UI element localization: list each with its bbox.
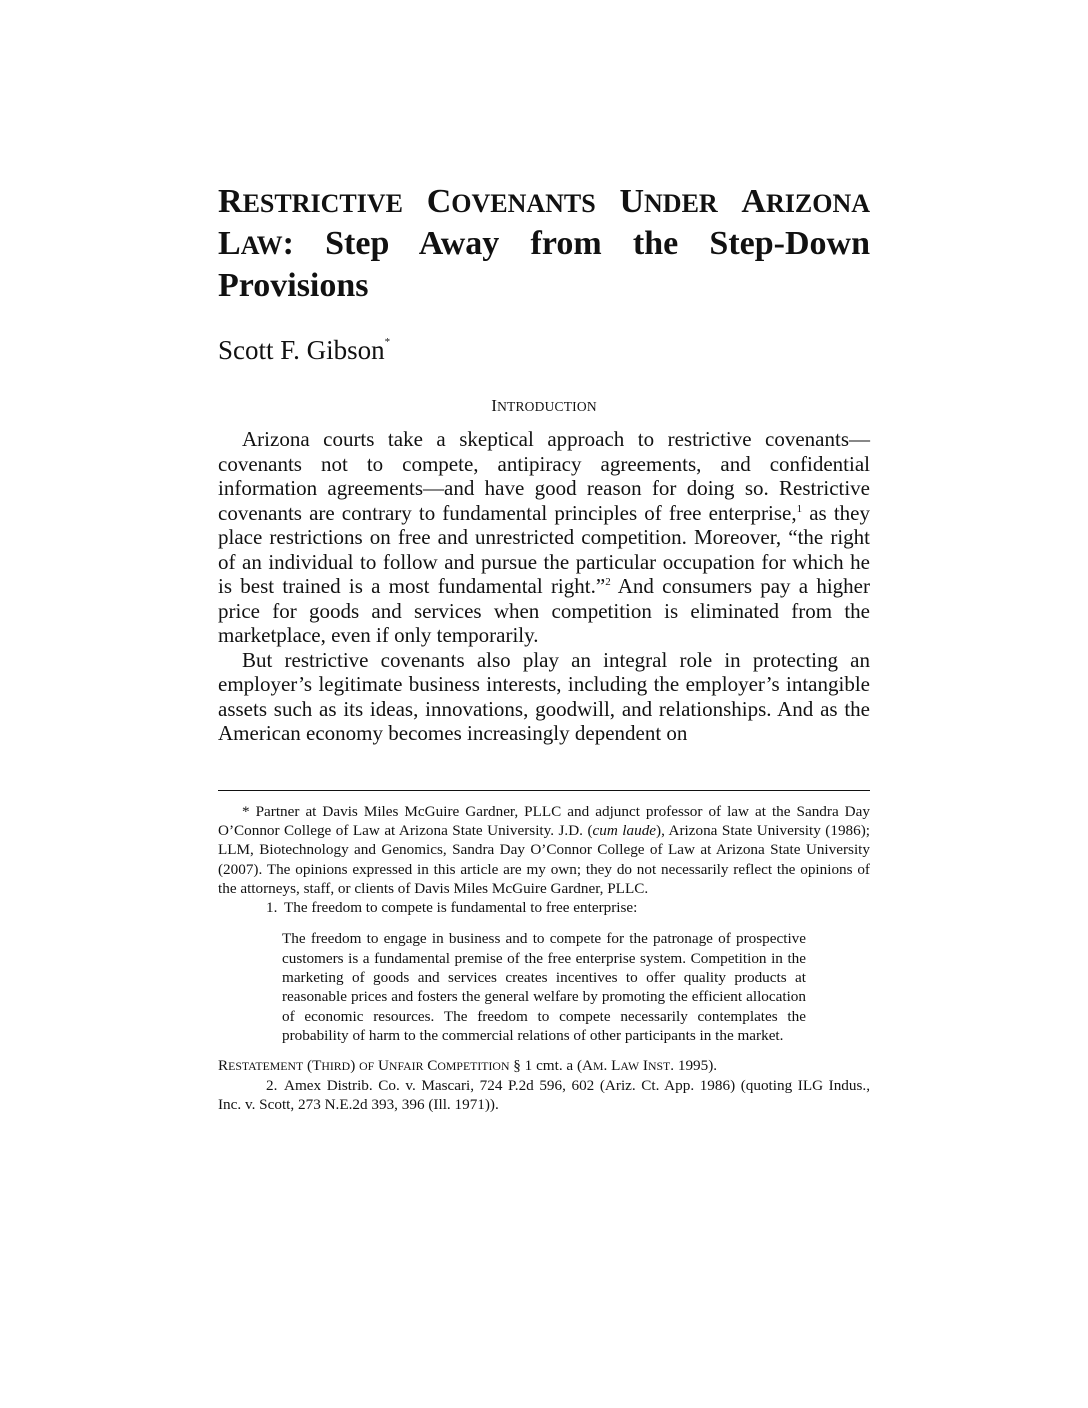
citation-fragment: ) bbox=[350, 1056, 360, 1074]
footnote-2 bbox=[218, 1076, 870, 1114]
footnote-ref-2: 2 bbox=[605, 576, 611, 588]
paragraph-text: as they place restrictions on free and unrestricted competition. Moreover, “the right of an individual to follow and pursue the particular occupation for which he is best trained is a most fundamental right.” bbox=[218, 500, 870, 598]
footnote-text: Amex Distrib. Co. v. Mascari, 724 P.2d 596, 602 (Ariz. Ct. App. 1986) (quoting ILG Indus., Inc. v. Scott, 273 N.E.2d 393, 396 (Ill. 1971)). bbox=[218, 1076, 870, 1114]
title-line-1 bbox=[218, 182, 870, 224]
title-fragment: R bbox=[218, 183, 243, 220]
footnote-number: 2. bbox=[266, 1076, 278, 1094]
citation-fragment: I bbox=[642, 1056, 648, 1074]
footnote-italic: cum laude bbox=[592, 822, 657, 840]
citation-fragment: A bbox=[582, 1056, 593, 1074]
citation-fragment: ( bbox=[303, 1056, 313, 1074]
author-name: Scott F. Gibson bbox=[218, 335, 385, 365]
footnote-1-citation bbox=[218, 1056, 870, 1076]
paragraph-text: Arizona courts take a skeptical approach to restrictive covenants—covenants not to compete, antipiracy agreements, and confidential information agreements—and have good reason for doing so. Restrictive covenants are contrary to fundamental principles of free enterprise, bbox=[218, 427, 870, 525]
title-fragment: NDER bbox=[644, 189, 742, 218]
title-fragment: C bbox=[426, 183, 452, 220]
article-title bbox=[218, 182, 870, 306]
footnote-text: The freedom to compete is fundamental to free enterprise: bbox=[284, 899, 638, 917]
citation-fragment: T bbox=[312, 1056, 322, 1074]
citation-fragment: NST bbox=[647, 1058, 671, 1073]
citation-fragment: OMPETITION bbox=[437, 1058, 510, 1073]
heading-rest: NTRODUCTION bbox=[497, 399, 597, 414]
body-text bbox=[218, 427, 870, 746]
footnote-star bbox=[218, 802, 870, 898]
footnotes bbox=[218, 802, 870, 1114]
citation-fragment: . 1995). bbox=[670, 1056, 718, 1074]
section-heading bbox=[218, 396, 870, 416]
citation-fragment: L bbox=[611, 1056, 621, 1074]
title-line-3: Provisions bbox=[218, 267, 369, 304]
title-fragment: L bbox=[218, 225, 241, 262]
heading-initial: I bbox=[491, 396, 498, 415]
author-footnote-marker: * bbox=[384, 336, 391, 348]
footnote-text: * Partner at Davis Miles McGuire Gardner, PLLC and adjunct professor of law at the Sandra Day O’Connor College of Law at Arizona State University. J.D. ( bbox=[218, 803, 870, 840]
citation-fragment: R bbox=[218, 1056, 229, 1074]
citation-fragment: M bbox=[593, 1058, 604, 1073]
footnote-text: ), Arizona State University (1986); LLM, Biotechnology and Genomics, Sandra Day O’Connor College of Law at Arizona State University (2007). The opinions expressed in this article are my own; they do not necessarily reflect the opinions of the attorneys, staff, or clients of Davis Miles McGuire Gardner, PLLC. bbox=[218, 822, 871, 897]
title-fragment: U bbox=[619, 183, 645, 220]
footnote-1-blockquote: The freedom to engage in business and to compete for the patronage of prospective customers is a fundamental premise of the free enterprise system. Competition in the marketing of goods and services creates incentives to offer quality products at reasonable prices and fosters the general welfare by promoting the efficient allocation of economic resources. The freedom to compete necessarily contemplates the probability of harm to the commercial relations of other participants in the market. bbox=[282, 930, 806, 1045]
title-fragment: A bbox=[741, 183, 766, 220]
footnote-1 bbox=[218, 898, 870, 917]
paragraph-text: And consumers pay a higher price for goods and services when competition is eliminated from the marketplace, even if only temporarily. bbox=[218, 574, 870, 647]
footnote-number: 1. bbox=[266, 899, 278, 917]
title-fragment: ESTRICTIVE bbox=[242, 189, 427, 218]
footnote-divider bbox=[218, 790, 870, 791]
citation-fragment: . bbox=[603, 1056, 612, 1074]
citation-fragment: OF bbox=[359, 1058, 375, 1073]
footnote-ref-1: 1 bbox=[796, 502, 803, 515]
title-line-2 bbox=[218, 224, 870, 266]
paragraph-1 bbox=[218, 427, 870, 648]
title-fragment: : Step Away from the Step-Down bbox=[282, 225, 870, 262]
title-fragment: AW bbox=[240, 231, 283, 260]
citation-fragment: ESTATEMENT bbox=[228, 1058, 304, 1073]
citation-fragment: C bbox=[427, 1056, 438, 1074]
author-byline bbox=[218, 326, 390, 366]
citation-fragment: AW bbox=[620, 1058, 640, 1073]
paragraph-2: But restrictive covenants also play an integral role in protecting an employer’s legitimate business interests, including the employer’s intangible assets such as its ideas, innovations, goodwill, and relationships. And as the American economy becomes increasingly dependent on bbox=[218, 647, 870, 745]
citation-fragment: NFAIR bbox=[388, 1058, 424, 1073]
title-fragment: OVENANTS bbox=[451, 189, 620, 218]
title-fragment: RIZONA bbox=[765, 189, 870, 218]
citation-fragment: U bbox=[377, 1056, 389, 1074]
citation-fragment: HIRD bbox=[321, 1058, 351, 1073]
citation-fragment: § 1 cmt. a ( bbox=[509, 1056, 583, 1074]
